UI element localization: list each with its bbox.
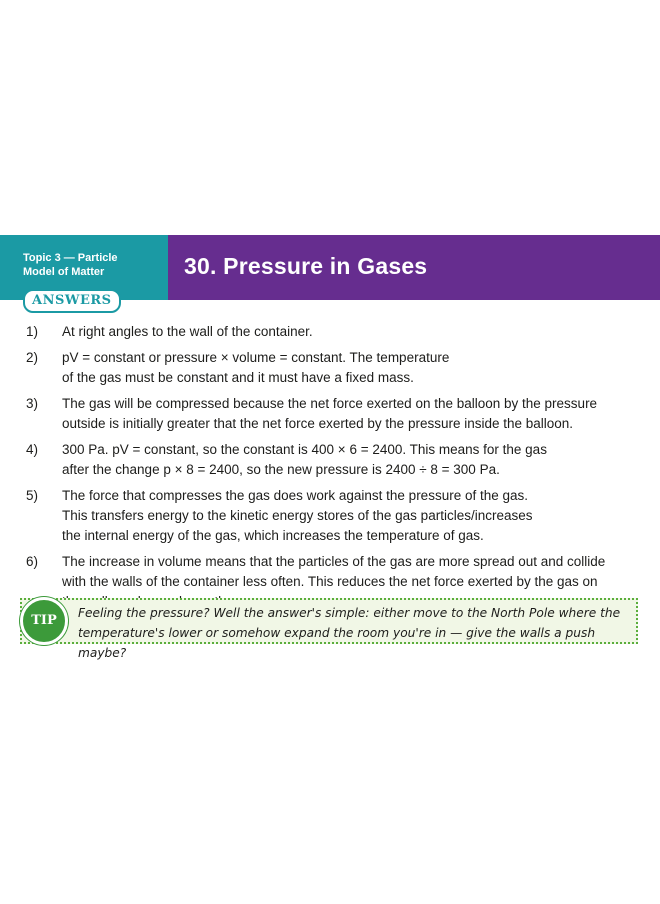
answer-text: The increase in volume means that the particles of the gas are more spread out and collide with the walls of the container less often. This reduces the net force exerted by the gas on <box>62 554 606 589</box>
tip-box <box>20 598 638 660</box>
title-box <box>168 235 660 300</box>
answer-number: 2) <box>26 350 39 365</box>
answers-badge: ANSWERS <box>23 289 121 313</box>
answer-number: 3) <box>26 396 39 411</box>
answer-number: 5) <box>26 488 39 503</box>
answer-item <box>0 440 660 480</box>
answer-item <box>0 486 660 546</box>
answer-text: At right angles to the wall of the container. <box>62 324 313 339</box>
answer-number: 1) <box>26 324 39 339</box>
tip-icon <box>20 597 68 645</box>
answer-text: The force that compresses the gas does work against the pressure of the gas. This transfers energy to the kinetic energy stores of the gas particles/increases the internal energy of the gas, which increases the temperature of gas. <box>62 488 533 543</box>
answer-text: pV = constant or pressure × volume = constant. The temperature of the gas must be constant and it must have a fixed mass. <box>62 350 450 385</box>
answer-item <box>0 322 660 342</box>
answer-number: 6) <box>26 554 39 569</box>
answer-number: 4) <box>26 442 39 457</box>
topic-label: Topic 3 — Particle Model of Matter <box>23 252 118 278</box>
tip-text: Feeling the pressure? Well the answer's simple: either move to the North Pole where the temperature's lower or somehow expand the room you're in — give the walls a push maybe? <box>78 606 621 660</box>
answer-text: 300 Pa. pV = constant, so the constant is 400 × 6 = 2400. This means for the gas after the change p × 8 = 2400, so the new pressure is 2400 ÷ 8 = 300 Pa. <box>62 442 547 477</box>
tip-label: TIP <box>31 613 57 628</box>
answer-text: The gas will be compressed because the net force exerted on the balloon by the pressure outside is initially greater that the net force exerted by the pressure inside the balloon. <box>62 396 598 431</box>
answers-list <box>0 322 660 618</box>
answer-item <box>0 394 660 434</box>
answer-item <box>0 348 660 388</box>
page-title: 30. Pressure in Gases <box>184 253 428 279</box>
